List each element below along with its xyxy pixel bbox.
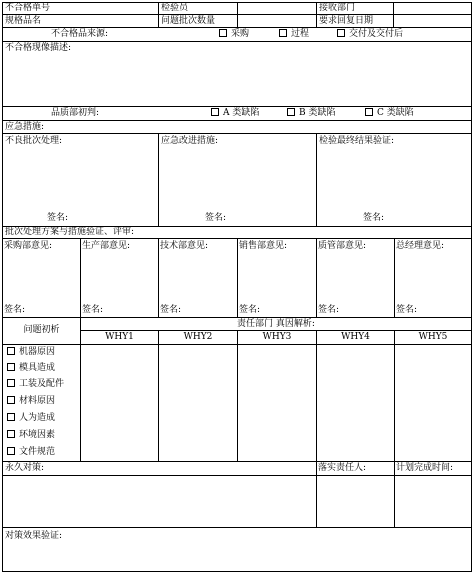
cause-list [2, 344, 80, 461]
why3-label: WHY3 [262, 332, 292, 342]
checkbox-icon[interactable] [211, 108, 219, 116]
batch-handling-area[interactable] [2, 133, 158, 226]
cause-machine[interactable] [7, 347, 55, 358]
permanent-label-cell [2, 461, 316, 475]
defect-no-cell [2, 2, 158, 14]
why2-label: WHY2 [183, 332, 213, 342]
reply-date-label: 要求回复日期 [319, 16, 374, 26]
source-option-purchase[interactable] [219, 29, 249, 40]
improvement-area[interactable] [158, 133, 316, 226]
opinion-purchase-label: 采购部意见: [4, 241, 53, 251]
judgement-option-c[interactable] [365, 108, 414, 119]
cause-material[interactable] [7, 396, 55, 407]
why4-header [316, 330, 394, 344]
analysis-label-cell [2, 317, 80, 344]
opinion-quality-sign: 签名: [318, 305, 340, 315]
why5-cell[interactable] [394, 344, 472, 461]
judgement-option-label: A 类缺陷 [223, 108, 260, 118]
date-label: 计划完成时间: [396, 463, 454, 473]
owner-area[interactable] [316, 475, 394, 527]
why4-cell[interactable] [316, 344, 394, 461]
cause-fixture[interactable] [7, 379, 64, 390]
why3-header [237, 330, 316, 344]
cause-mold[interactable] [7, 363, 55, 374]
date-label-cell [394, 461, 472, 475]
checkbox-icon[interactable] [7, 447, 15, 455]
opinion-tech-area[interactable] [158, 238, 237, 317]
receiving-dept-label: 接收部门 [319, 3, 356, 13]
checkbox-icon[interactable] [7, 379, 15, 387]
judgement-row [2, 106, 472, 120]
owner-label-cell [316, 461, 394, 475]
receiving-dept-cell [316, 2, 472, 14]
inspector-label: 检验员 [161, 3, 189, 13]
cause-label: 机器原因 [19, 347, 56, 357]
row2-divider [393, 14, 394, 27]
row2-divider-mid [237, 14, 238, 27]
opinion-gm-area[interactable] [394, 238, 472, 317]
source-option-label: 过程 [291, 29, 310, 39]
checkbox-icon[interactable] [7, 413, 15, 421]
why2-header [158, 330, 237, 344]
checkbox-icon[interactable] [7, 430, 15, 438]
checkbox-icon[interactable] [7, 363, 15, 371]
why1-label: WHY1 [105, 332, 134, 342]
improvement-sign: 签名: [205, 213, 227, 223]
reply-date-cell [316, 14, 472, 27]
verification-sign: 签名: [363, 213, 385, 223]
why2-cell[interactable] [158, 344, 237, 461]
source-label: 不合格品来源: [51, 29, 109, 39]
emergency-row [2, 120, 472, 133]
cause-label: 环境因素 [19, 430, 56, 440]
cause-label: 人为造成 [19, 413, 56, 423]
owner-label: 落实责任人: [318, 463, 367, 473]
emergency-label: 应急措施: [5, 122, 45, 132]
source-option-label: 采购 [231, 29, 250, 39]
why5-header [394, 330, 472, 344]
part-name-cell [2, 14, 158, 27]
phenomenon-area[interactable] [2, 41, 472, 106]
checkbox-icon[interactable] [337, 29, 345, 37]
why1-cell[interactable] [80, 344, 158, 461]
effect-area[interactable] [2, 527, 472, 572]
opinion-sales-area[interactable] [237, 238, 316, 317]
opinion-purchase-area[interactable] [2, 238, 80, 317]
cause-label: 模具造成 [19, 363, 56, 373]
checkbox-icon[interactable] [7, 396, 15, 404]
checkbox-icon[interactable] [279, 29, 287, 37]
cause-label: 材料原因 [19, 396, 56, 406]
phenomenon-label: 不合格现像描述: [5, 43, 72, 53]
row1-divider-mid [237, 2, 238, 14]
why4-label: WHY4 [341, 332, 370, 342]
judgement-option-b[interactable] [287, 108, 335, 119]
opinion-quality-label: 质管部意见: [318, 241, 367, 251]
cause-environment[interactable] [7, 430, 55, 441]
verification-area[interactable] [316, 133, 472, 226]
plan-row [2, 226, 472, 238]
opinion-tech-sign: 签名: [160, 305, 182, 315]
part-name-label: 规格品名 [5, 16, 42, 26]
source-option-label: 交付及交付后 [349, 29, 404, 39]
source-row [2, 27, 472, 41]
batch-qty-label: 问题批次数量 [161, 16, 216, 26]
effect-label: 对策效果验证: [5, 531, 63, 541]
batch-handling-sign: 签名: [47, 213, 69, 223]
opinion-production-sign: 签名: [82, 305, 104, 315]
judgement-option-label: B 类缺陷 [299, 108, 336, 118]
analysis-label: 问题初析 [23, 325, 60, 335]
responsible-dept-label: 责任部门 真因解析: [237, 319, 315, 329]
why5-label: WHY5 [418, 332, 448, 342]
source-option-process[interactable] [279, 29, 309, 40]
opinion-quality-area[interactable] [316, 238, 394, 317]
opinion-tech-label: 技术部意见: [160, 241, 209, 251]
responsible-dept-cell [80, 317, 472, 330]
verification-label: 检验最终结果验证: [319, 136, 395, 146]
batch-handling-label: 不良批次处理: [5, 136, 63, 146]
judgement-option-a[interactable] [211, 108, 259, 119]
row1-divider [393, 2, 394, 14]
opinion-sales-sign: 签名: [239, 305, 261, 315]
checkbox-icon[interactable] [7, 347, 15, 355]
opinion-production-area[interactable] [80, 238, 158, 317]
judgement-option-label: C 类缺陷 [377, 108, 414, 118]
permanent-label: 永久对策: [5, 463, 45, 473]
plan-label: 批次处理方案与措施验证、评审: [5, 227, 135, 237]
judgement-label: 品质部初判: [51, 108, 100, 118]
checkbox-icon[interactable] [219, 29, 227, 37]
defect-no-label: 不合格单号 [5, 3, 51, 13]
opinion-gm-label: 总经理意见: [396, 241, 445, 251]
cause-human[interactable] [7, 413, 55, 424]
checkbox-icon[interactable] [287, 108, 295, 116]
date-area[interactable] [394, 475, 472, 527]
why1-header [80, 330, 158, 344]
cause-label: 工装及配件 [19, 379, 65, 389]
cause-document[interactable] [7, 447, 55, 458]
improvement-label: 应急改进措施: [161, 136, 219, 146]
opinion-production-label: 生产部意见: [82, 241, 131, 251]
source-option-delivery[interactable] [337, 29, 403, 40]
checkbox-icon[interactable] [365, 108, 373, 116]
opinion-purchase-sign: 签名: [4, 305, 26, 315]
permanent-area[interactable] [2, 475, 316, 527]
cause-label: 文件规范 [19, 447, 56, 457]
opinion-sales-label: 销售部意见: [239, 241, 288, 251]
why3-cell[interactable] [237, 344, 316, 461]
opinion-gm-sign: 签名: [396, 305, 418, 315]
